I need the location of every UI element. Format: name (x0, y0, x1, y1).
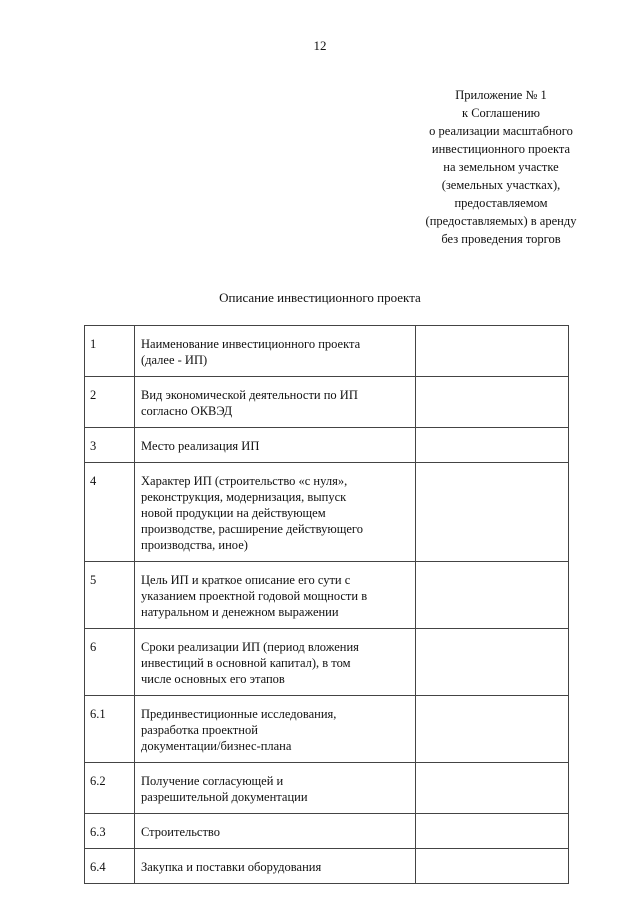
row-number: 6.4 (85, 849, 135, 884)
description-line: инвестиций в основной капитал), в том (141, 656, 351, 670)
page-number: 12 (313, 38, 327, 53)
description-line: Прединвестиционные исследования, (141, 707, 337, 721)
row-number: 6.1 (85, 696, 135, 763)
table-row (85, 763, 569, 814)
row-value (416, 696, 569, 763)
description-line: Получение согласующей и (141, 774, 284, 788)
row-number: 6 (85, 629, 135, 696)
appendix-line: без проведения торгов (441, 232, 561, 246)
row-number: 6.2 (85, 763, 135, 814)
appendix-line: инвестиционного проекта (431, 142, 571, 156)
description-line: Характер ИП (строительство «с нуля», (141, 474, 348, 488)
project-description-table (84, 325, 569, 884)
description-line: согласно ОКВЭД (141, 404, 233, 418)
appendix-header (396, 86, 606, 248)
table-row (85, 629, 569, 696)
appendix-line: о реализации масштабного (429, 124, 573, 138)
description-line: Сроки реализации ИП (период вложения (141, 640, 359, 654)
description-line: Вид экономической деятельности по ИП (141, 388, 358, 402)
row-description (135, 326, 416, 377)
table-row (85, 377, 569, 428)
row-description (135, 428, 416, 463)
description-line: указанием проектной годовой мощности в (141, 589, 368, 603)
table-row (85, 463, 569, 562)
table-row (85, 428, 569, 463)
row-value (416, 428, 569, 463)
row-number: 6.3 (85, 814, 135, 849)
row-value (416, 814, 569, 849)
row-description (135, 849, 416, 884)
appendix-line: предоставляемом (454, 196, 548, 210)
table-row (85, 326, 569, 377)
row-value (416, 849, 569, 884)
description-line: числе основных его этапов (141, 672, 285, 686)
row-number: 3 (85, 428, 135, 463)
description-line: документации/бизнес-плана (141, 739, 292, 753)
row-description (135, 814, 416, 849)
row-number: 1 (85, 326, 135, 377)
row-value (416, 763, 569, 814)
document-title: Описание инвестиционного проекта (219, 290, 421, 305)
description-line: разрешительной документации (141, 790, 308, 804)
description-line: (далее - ИП) (141, 353, 208, 367)
row-value (416, 377, 569, 428)
row-description (135, 562, 416, 629)
appendix-line: Приложение № 1 (455, 88, 547, 102)
description-line: Наименование инвестиционного проекта (141, 337, 361, 351)
table-row (85, 849, 569, 884)
table-row (85, 696, 569, 763)
description-line: натуральном и денежном выражении (141, 605, 339, 619)
appendix-line: (земельных участках), (441, 178, 561, 192)
appendix-line: к Соглашению (462, 106, 540, 120)
table-body (85, 326, 569, 884)
description-line: реконструкция, модернизация, выпуск (141, 490, 347, 504)
description-line: разработка проектной (141, 723, 258, 737)
appendix-line: (предоставляемых) в аренду (425, 214, 577, 228)
row-value (416, 463, 569, 562)
row-description (135, 763, 416, 814)
row-description (135, 463, 416, 562)
appendix-line: на земельном участке (443, 160, 559, 174)
row-description (135, 696, 416, 763)
row-description (135, 629, 416, 696)
description-line: производстве, расширение действующего (141, 522, 363, 536)
row-value (416, 629, 569, 696)
row-description (135, 377, 416, 428)
row-number: 4 (85, 463, 135, 562)
row-value (416, 326, 569, 377)
description-line: Закупка и поставки оборудования (141, 860, 322, 874)
table-row (85, 562, 569, 629)
row-number: 2 (85, 377, 135, 428)
table-row (85, 814, 569, 849)
description-line: производства, иное) (141, 538, 248, 552)
description-line: Строительство (141, 825, 221, 839)
description-line: Цель ИП и краткое описание его сути с (141, 573, 351, 587)
description-line: новой продукции на действующем (141, 506, 326, 520)
row-value (416, 562, 569, 629)
description-line: Место реализация ИП (141, 439, 260, 453)
row-number: 5 (85, 562, 135, 629)
